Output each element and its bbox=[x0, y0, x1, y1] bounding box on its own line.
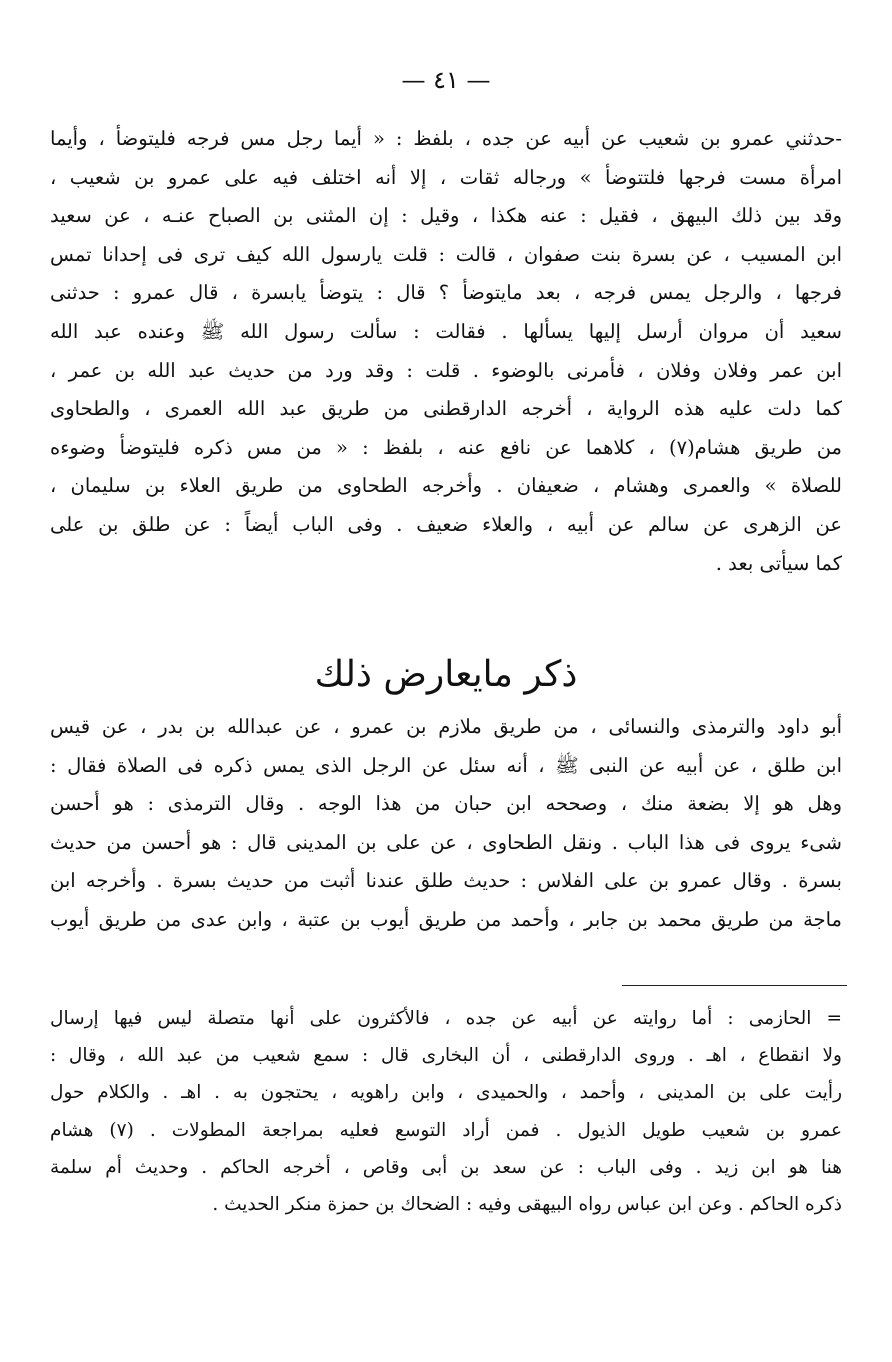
text-line: ماجة من طريق محمد بن جابر ، وأحمد من طريق أيوب بن عتبة ، وابن عدى من طريق أيوب bbox=[50, 907, 842, 931]
text-line: سعيد أن مروان أرسل إليها يسألها . فقالت : سألت رسول الله ﷺ وعنده عبد الله bbox=[50, 319, 842, 343]
section-heading: ذكر مايعارض ذلك bbox=[314, 654, 578, 695]
text-line: كما دلت عليه هذه الرواية ، أخرجه الدارقطنى من طريق عبد الله العمرى ، والطحاوى bbox=[50, 397, 842, 421]
text-line: وهل هو إلا بضعة منك ، وصححه ابن حبان من هذا الوجه . وقال الترمذى : هو أحسن bbox=[50, 792, 842, 816]
text-line: ابن عمر وفلان وفلان ، فأمرنى بالوضوء . قلت : وقد ورد من حديث عبد الله بن عمر ، bbox=[50, 358, 842, 382]
text-line: امرأة مست فرجها فلتتوضأ » ورجاله ثقات ، إلا أنه اختلف فيه على عمرو بن شعيب ، bbox=[50, 165, 842, 189]
footnote-line: عمرو بن شعيب طويل الذيول . فمن أراد التوسع فعليه بمراجعة المطولات . (٧) هشام bbox=[50, 1119, 842, 1141]
text-line: شىء يروى فى هذا الباب . ونقل الطحاوى ، عن على بن المدينى قال : هو أحسن من حديث bbox=[50, 830, 842, 854]
footnotes bbox=[50, 1000, 842, 1223]
footnote-separator bbox=[622, 985, 847, 986]
footnote-line: ذكره الحاكم . وعن ابن عباس رواه البيهقى وفيه : الضحاك بن حمزة منكر الحديث . bbox=[212, 1193, 842, 1215]
text-line: عن الزهرى عن سالم عن أبيه ، والعلاء ضعيف . وفى الباب أيضاً : عن طلق بن على bbox=[50, 512, 842, 536]
text-line: ابن طلق ، عن أبيه عن النبى ﷺ ، أنه سئل عن الرجل الذى يمس ذكره فى الصلاة فقال : bbox=[50, 753, 842, 777]
text-line: للصلاة » والعمرى وهشام ، ضعيفان . وأخرجه الطحاوى من طريق العلاء بن سليمان ، bbox=[50, 474, 842, 498]
footnote-line: هنا هو ابن زيد . وفى الباب : عن سعد بن أبى وقاص ، أخرجه الحاكم . وحديث أم سلمة bbox=[50, 1156, 842, 1178]
main-text bbox=[50, 120, 842, 583]
text-line: أبو داود والترمذى والنسائى ، من طريق ملازم بن عمرو ، عن عبدالله بن بدر ، عن قيس bbox=[50, 715, 842, 738]
text-line: فرجها ، والرجل يمس فرجه ، بعد مايتوضأ ؟ قال : يتوضأ يابسرة ، قال عمرو : حدثنى bbox=[50, 281, 842, 305]
text-line: بسرة . وقال عمرو بن على الفلاس : حديث طلق عندنا أثبت من حديث بسرة . وأخرجه ابن bbox=[50, 869, 842, 893]
footnote-line: = الحازمى : أما روايته عن أبيه عن جده ، فالأكثرون على أنها متصلة ليس فيها إرسال bbox=[50, 1008, 842, 1029]
text-line: -حدثني عمرو بن شعيب عن أبيه عن جده ، بلفظ : « أيما رجل مس فرجه فليتوضأ ، وأيما bbox=[50, 127, 842, 150]
text-line: من طريق هشام(٧) ، كلاهما عن نافع عنه ، بلفظ : « من مس ذكره فليتوضأ وضوءه bbox=[50, 435, 842, 459]
footnote-line: ولا انقطاع ، اهـ . وروى الدارقطنى ، أن البخارى قال : سمع شعيب من عبد الله ، وقال : bbox=[50, 1045, 842, 1067]
text-line: وقد بين ذلك البيهق ، فقيل : عنه هكذا ، وقيل : إن المثنى بن الصباح عنـه ، عن سعيد bbox=[50, 204, 842, 228]
footnote-line: رأيت على بن المدينى ، وأحمد ، والحميدى ، وابن راهويه ، يحتجون به . اهـ . والكلام حول bbox=[50, 1082, 842, 1104]
page-number: — ٤١ — bbox=[401, 66, 491, 94]
text-line: ابن المسيب ، عن بسرة بنت صفوان ، قالت : قلت يارسول الله كيف ترى فى إحدانا تمس bbox=[50, 242, 842, 266]
section-text bbox=[50, 708, 842, 940]
text-line: كما سيأتى بعد . bbox=[715, 551, 842, 575]
